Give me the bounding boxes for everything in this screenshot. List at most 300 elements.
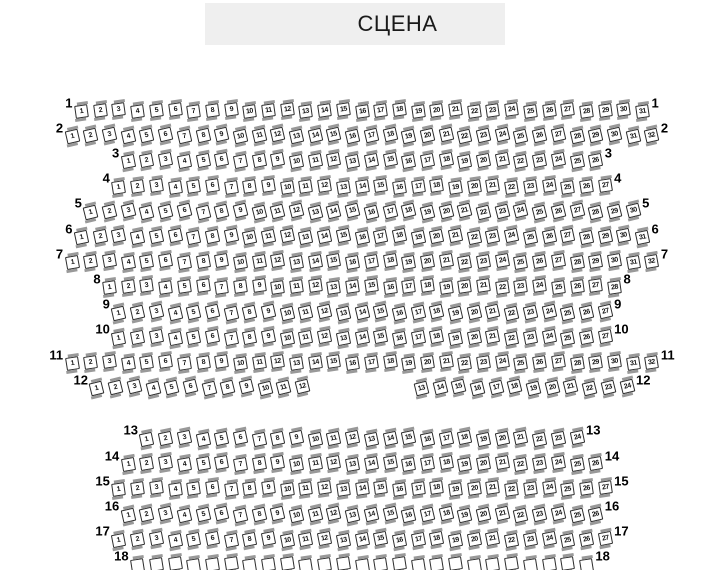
seat-r8-s5[interactable]: 5 (177, 280, 192, 295)
seat-r6-s1[interactable]: 1 (74, 230, 89, 245)
seat-r4-s23[interactable]: 23 (523, 179, 538, 194)
seat-r2-s20[interactable]: 20 (420, 128, 436, 144)
seat-r11-s5[interactable]: 5 (140, 355, 155, 370)
seat-r7-s5[interactable]: 5 (139, 254, 154, 269)
seat-r10-s19[interactable]: 19 (448, 331, 463, 346)
seat-r11-s28[interactable]: 28 (570, 356, 585, 371)
seat-r16-s26[interactable]: 26 (588, 506, 604, 522)
seat-r15-s3[interactable]: 3 (149, 480, 164, 495)
seat-r1-s8[interactable]: 8 (205, 103, 220, 118)
seat-r11-s12[interactable]: 12 (270, 354, 285, 369)
seat-r9-s26[interactable]: 26 (579, 304, 595, 320)
seat-r11-s30[interactable]: 30 (607, 354, 622, 369)
seat-r18-s14[interactable] (373, 557, 388, 570)
seat-r13-s4[interactable]: 4 (195, 432, 210, 447)
seat-r12-s24[interactable]: 24 (619, 379, 635, 395)
seat-r5-s3[interactable]: 3 (120, 202, 136, 218)
seat-r1-s4[interactable]: 4 (130, 104, 145, 119)
seat-r17-s3[interactable]: 3 (149, 531, 164, 546)
seat-r7-s17[interactable]: 17 (364, 254, 379, 269)
seat-r17-s2[interactable]: 2 (130, 532, 145, 547)
seat-r7-s2[interactable]: 2 (83, 254, 98, 269)
seat-r12-s10[interactable]: 10 (257, 381, 273, 397)
seat-r14-s12[interactable]: 12 (326, 455, 341, 470)
seat-r3-s13[interactable]: 13 (345, 154, 360, 169)
seat-r6-s14[interactable]: 14 (317, 229, 332, 244)
seat-r5-s6[interactable]: 6 (176, 202, 192, 218)
seat-r12-s20[interactable]: 20 (544, 380, 560, 396)
seat-r18-s10[interactable] (298, 558, 313, 570)
seat-r7-s30[interactable]: 30 (607, 253, 622, 268)
seat-r16-s22[interactable]: 22 (513, 507, 529, 523)
seat-r3-s22[interactable]: 22 (513, 154, 528, 169)
seat-r18-s21[interactable] (504, 556, 519, 570)
seat-r16-s24[interactable]: 24 (551, 505, 567, 521)
seat-r17-s9[interactable]: 9 (261, 531, 276, 546)
seat-r14-s3[interactable]: 3 (158, 455, 173, 470)
seat-r6-s21[interactable]: 21 (448, 228, 463, 243)
seat-r11-s25[interactable]: 25 (514, 356, 529, 371)
seat-r5-s10[interactable]: 10 (251, 204, 267, 220)
seat-r13-s6[interactable]: 6 (233, 430, 248, 445)
seat-r6-s31[interactable]: 31 (635, 230, 650, 245)
seat-r2-s9[interactable]: 9 (214, 127, 230, 143)
seat-r8-s8[interactable]: 8 (233, 280, 248, 295)
seat-r7-s27[interactable]: 27 (551, 253, 566, 268)
seat-r18-s8[interactable] (261, 557, 276, 570)
seat-r14-s19[interactable]: 19 (457, 457, 472, 472)
seat-r2-s11[interactable]: 11 (251, 128, 267, 144)
seat-r8-s21[interactable]: 21 (476, 279, 491, 294)
seat-r14-s4[interactable]: 4 (177, 457, 192, 472)
seat-r3-s21[interactable]: 21 (495, 152, 510, 167)
seat-r3-s3[interactable]: 3 (158, 152, 173, 167)
seat-r13-s14[interactable]: 14 (382, 431, 397, 446)
seat-r3-s11[interactable]: 11 (308, 153, 323, 168)
seat-r5-s27[interactable]: 27 (569, 202, 585, 218)
seat-r11-s22[interactable]: 22 (457, 356, 472, 371)
seat-r7-s28[interactable]: 28 (570, 255, 585, 270)
seat-r7-s16[interactable]: 16 (345, 255, 360, 270)
seat-r5-s5[interactable]: 5 (158, 203, 174, 219)
seat-r17-s26[interactable]: 26 (579, 532, 594, 547)
seat-r3-s16[interactable]: 16 (401, 154, 416, 169)
seat-r8-s28[interactable]: 28 (607, 281, 622, 296)
seat-r10-s21[interactable]: 21 (485, 329, 500, 344)
seat-r13-s7[interactable]: 7 (251, 432, 266, 447)
seat-r15-s21[interactable]: 21 (486, 480, 501, 495)
seat-r18-s16[interactable] (411, 558, 426, 570)
seat-r6-s9[interactable]: 9 (223, 228, 238, 243)
seat-r9-s18[interactable]: 18 (429, 303, 445, 319)
seat-r2-s16[interactable]: 16 (345, 129, 361, 145)
seat-r15-s16[interactable]: 16 (392, 482, 407, 497)
seat-r7-s6[interactable]: 6 (158, 253, 173, 268)
seat-r9-s25[interactable]: 25 (560, 305, 576, 321)
seat-r7-s23[interactable]: 23 (476, 254, 491, 269)
seat-r13-s3[interactable]: 3 (177, 430, 192, 445)
seat-r1-s22[interactable]: 22 (467, 104, 482, 119)
seat-r18-s25[interactable] (579, 558, 594, 570)
seat-r9-s3[interactable]: 3 (149, 303, 165, 319)
seat-r9-s6[interactable]: 6 (205, 303, 221, 319)
seat-r8-s23[interactable]: 23 (514, 280, 529, 295)
seat-r18-s9[interactable] (280, 556, 295, 570)
seat-r1-s27[interactable]: 27 (560, 102, 575, 117)
seat-r14-s2[interactable]: 2 (139, 456, 154, 471)
seat-r15-s17[interactable]: 17 (411, 481, 426, 496)
seat-r6-s8[interactable]: 8 (205, 229, 220, 244)
seat-r5-s28[interactable]: 28 (588, 204, 604, 220)
seat-r10-s26[interactable]: 26 (579, 330, 594, 345)
seat-r16-s16[interactable]: 16 (401, 507, 417, 523)
seat-r8-s20[interactable]: 20 (458, 280, 473, 295)
seat-r2-s32[interactable]: 32 (644, 128, 660, 144)
seat-r3-s4[interactable]: 4 (177, 154, 192, 169)
seat-r18-s6[interactable] (224, 556, 239, 570)
seat-r8-s2[interactable]: 2 (121, 280, 136, 295)
seat-r14-s14[interactable]: 14 (364, 456, 379, 471)
seat-r16-s23[interactable]: 23 (532, 506, 548, 522)
seat-r11-s32[interactable]: 32 (644, 355, 659, 370)
seat-r1-s21[interactable]: 21 (448, 102, 463, 117)
seat-r11-s4[interactable]: 4 (121, 356, 136, 371)
seat-r4-s10[interactable]: 10 (280, 180, 295, 195)
seat-r4-s26[interactable]: 26 (579, 179, 594, 194)
seat-r11-s31[interactable]: 31 (626, 356, 641, 371)
seat-r1-s3[interactable]: 3 (112, 102, 127, 117)
seat-r7-s32[interactable]: 32 (644, 254, 659, 269)
seat-r5-s2[interactable]: 2 (102, 203, 118, 219)
seat-r9-s23[interactable]: 23 (523, 304, 539, 320)
seat-r17-s11[interactable]: 11 (298, 532, 313, 547)
seat-r10-s20[interactable]: 20 (467, 330, 482, 345)
seat-r5-s20[interactable]: 20 (438, 203, 454, 219)
seat-r3-s20[interactable]: 20 (476, 153, 491, 168)
seat-r2-s7[interactable]: 7 (177, 129, 193, 145)
seat-r11-s7[interactable]: 7 (177, 356, 192, 371)
seat-r16-s20[interactable]: 20 (476, 506, 492, 522)
seat-r18-s7[interactable] (242, 558, 257, 570)
seat-r15-s5[interactable]: 5 (186, 481, 201, 496)
seat-r6-s16[interactable]: 16 (354, 230, 369, 245)
seat-r8-s18[interactable]: 18 (420, 279, 435, 294)
seat-r8-s13[interactable]: 13 (327, 281, 342, 296)
seat-r11-s29[interactable]: 29 (588, 355, 603, 370)
seat-r4-s22[interactable]: 22 (504, 180, 519, 195)
seat-r1-s30[interactable]: 30 (616, 102, 631, 117)
seat-r5-s29[interactable]: 29 (607, 203, 623, 219)
seat-r2-s15[interactable]: 15 (326, 127, 342, 143)
seat-r1-s23[interactable]: 23 (486, 103, 501, 118)
seat-r3-s18[interactable]: 18 (439, 152, 454, 167)
seat-r8-s1[interactable]: 1 (102, 281, 117, 296)
seat-r2-s3[interactable]: 3 (102, 127, 118, 143)
seat-r6-s29[interactable]: 29 (597, 229, 612, 244)
seat-r9-s15[interactable]: 15 (373, 303, 389, 319)
seat-r18-s17[interactable] (429, 557, 444, 570)
seat-r13-s8[interactable]: 8 (270, 431, 285, 446)
seat-r8-s15[interactable]: 15 (364, 279, 379, 294)
seat-r1-s19[interactable]: 19 (411, 104, 426, 119)
seat-r10-s5[interactable]: 5 (186, 330, 201, 345)
seat-r15-s14[interactable]: 14 (355, 481, 370, 496)
seat-r9-s16[interactable]: 16 (392, 305, 408, 321)
seat-r16-s7[interactable]: 7 (233, 507, 249, 523)
seat-r14-s22[interactable]: 22 (513, 457, 528, 472)
seat-r18-s15[interactable] (392, 556, 407, 570)
seat-r11-s21[interactable]: 21 (439, 354, 454, 369)
seat-r15-s22[interactable]: 22 (504, 482, 519, 497)
seat-r9-s19[interactable]: 19 (448, 305, 464, 321)
seat-r14-s24[interactable]: 24 (551, 455, 566, 470)
seat-r11-s20[interactable]: 20 (420, 355, 435, 370)
seat-r18-s18[interactable] (448, 556, 463, 570)
seat-r1-s28[interactable]: 28 (579, 104, 594, 119)
seat-r3-s8[interactable]: 8 (252, 153, 267, 168)
seat-r17-s12[interactable]: 12 (317, 531, 332, 546)
seat-r15-s2[interactable]: 2 (130, 481, 145, 496)
seat-r9-s12[interactable]: 12 (317, 303, 333, 319)
seat-r17-s22[interactable]: 22 (504, 533, 519, 548)
seat-r10-s17[interactable]: 17 (410, 330, 425, 345)
seat-r18-s13[interactable] (355, 558, 370, 570)
seat-r10-s23[interactable]: 23 (523, 330, 538, 345)
seat-r1-s6[interactable]: 6 (168, 102, 183, 117)
seat-r14-s9[interactable]: 9 (270, 455, 285, 470)
seat-r17-s20[interactable]: 20 (467, 532, 482, 547)
seat-r5-s7[interactable]: 7 (195, 204, 211, 220)
seat-r2-s1[interactable]: 1 (64, 129, 80, 145)
seat-r13-s24[interactable]: 24 (569, 430, 584, 445)
seat-r5-s19[interactable]: 19 (420, 204, 436, 220)
seat-r4-s15[interactable]: 15 (373, 178, 388, 193)
seat-r16-s1[interactable]: 1 (120, 507, 136, 523)
seat-r14-s1[interactable]: 1 (121, 457, 136, 472)
seat-r12-s22[interactable]: 22 (582, 381, 598, 397)
seat-r11-s6[interactable]: 6 (158, 354, 173, 369)
seat-r5-s9[interactable]: 9 (233, 202, 249, 218)
seat-r1-s9[interactable]: 9 (224, 102, 239, 117)
seat-r12-s8[interactable]: 8 (220, 380, 236, 396)
seat-r7-s10[interactable]: 10 (233, 255, 248, 270)
seat-r18-s4[interactable] (186, 558, 201, 570)
seat-r5-s24[interactable]: 24 (513, 202, 529, 218)
seat-r6-s28[interactable]: 28 (579, 230, 594, 245)
seat-r7-s7[interactable]: 7 (177, 255, 192, 270)
seat-r10-s8[interactable]: 8 (242, 330, 257, 345)
seat-r9-s24[interactable]: 24 (541, 303, 557, 319)
seat-r16-s6[interactable]: 6 (214, 505, 230, 521)
seat-r10-s15[interactable]: 15 (373, 329, 388, 344)
seat-r10-s18[interactable]: 18 (429, 329, 444, 344)
seat-r10-s16[interactable]: 16 (392, 331, 407, 346)
seat-r14-s10[interactable]: 10 (289, 457, 304, 472)
seat-r3-s2[interactable]: 2 (139, 153, 154, 168)
seat-r11-s13[interactable]: 13 (289, 356, 304, 371)
seat-r11-s24[interactable]: 24 (495, 354, 510, 369)
seat-r15-s18[interactable]: 18 (429, 480, 444, 495)
seat-r5-s25[interactable]: 25 (532, 204, 548, 220)
seat-r7-s1[interactable]: 1 (65, 255, 80, 270)
seat-r14-s11[interactable]: 11 (308, 456, 323, 471)
seat-r9-s9[interactable]: 9 (261, 303, 277, 319)
seat-r7-s11[interactable]: 11 (252, 254, 267, 269)
seat-r11-s1[interactable]: 1 (65, 356, 80, 371)
seat-r12-s11[interactable]: 11 (276, 380, 292, 396)
seat-r10-s2[interactable]: 2 (130, 330, 145, 345)
seat-r18-s5[interactable] (205, 557, 220, 570)
seat-r12-s3[interactable]: 3 (126, 379, 142, 395)
seat-r6-s10[interactable]: 10 (242, 230, 257, 245)
seat-r16-s21[interactable]: 21 (494, 505, 510, 521)
seat-r8-s9[interactable]: 9 (252, 279, 267, 294)
seat-r8-s14[interactable]: 14 (345, 280, 360, 295)
seat-r16-s18[interactable]: 18 (438, 505, 454, 521)
seat-r9-s14[interactable]: 14 (354, 304, 370, 320)
seat-r15-s15[interactable]: 15 (373, 480, 388, 495)
seat-r5-s23[interactable]: 23 (494, 203, 510, 219)
seat-r9-s8[interactable]: 8 (242, 304, 258, 320)
seat-r15-s27[interactable]: 27 (598, 480, 613, 495)
seat-r2-s29[interactable]: 29 (588, 128, 604, 144)
seat-r4-s6[interactable]: 6 (205, 178, 220, 193)
seat-r1-s2[interactable]: 2 (93, 103, 108, 118)
seat-r13-s11[interactable]: 11 (326, 431, 341, 446)
seat-r1-s1[interactable]: 1 (74, 104, 89, 119)
seat-r13-s22[interactable]: 22 (532, 432, 547, 447)
seat-r16-s11[interactable]: 11 (307, 506, 323, 522)
seat-r4-s14[interactable]: 14 (355, 179, 370, 194)
seat-r17-s4[interactable]: 4 (167, 533, 182, 548)
seat-r1-s13[interactable]: 13 (299, 104, 314, 119)
seat-r6-s12[interactable]: 12 (279, 228, 294, 243)
seat-r16-s2[interactable]: 2 (139, 506, 155, 522)
seat-r12-s23[interactable]: 23 (600, 380, 616, 396)
seat-r7-s14[interactable]: 14 (308, 254, 323, 269)
seat-r16-s15[interactable]: 15 (382, 505, 398, 521)
seat-r3-s23[interactable]: 23 (532, 153, 547, 168)
seat-r9-s22[interactable]: 22 (504, 305, 520, 321)
seat-r10-s7[interactable]: 7 (223, 331, 238, 346)
seat-r17-s25[interactable]: 25 (560, 533, 575, 548)
seat-r1-s26[interactable]: 26 (542, 103, 557, 118)
seat-r12-s7[interactable]: 7 (201, 381, 217, 397)
seat-r1-s16[interactable]: 16 (355, 104, 370, 119)
seat-r2-s10[interactable]: 10 (233, 129, 249, 145)
seat-r8-s10[interactable]: 10 (271, 281, 286, 296)
seat-r13-s19[interactable]: 19 (476, 432, 491, 447)
seat-r11-s23[interactable]: 23 (476, 355, 491, 370)
seat-r11-s2[interactable]: 2 (83, 355, 98, 370)
seat-r13-s23[interactable]: 23 (551, 431, 566, 446)
seat-r4-s8[interactable]: 8 (242, 179, 257, 194)
seat-r12-s9[interactable]: 9 (239, 379, 255, 395)
seat-r14-s15[interactable]: 15 (383, 455, 398, 470)
seat-r6-s4[interactable]: 4 (130, 230, 145, 245)
seat-r7-s18[interactable]: 18 (383, 253, 398, 268)
seat-r6-s15[interactable]: 15 (336, 228, 351, 243)
seat-r10-s14[interactable]: 14 (354, 330, 369, 345)
seat-r13-s12[interactable]: 12 (345, 430, 360, 445)
seat-r15-s26[interactable]: 26 (579, 481, 594, 496)
seat-r6-s24[interactable]: 24 (504, 228, 519, 243)
seat-r18-s24[interactable] (560, 556, 575, 570)
seat-r2-s27[interactable]: 27 (551, 127, 567, 143)
seat-r2-s21[interactable]: 21 (438, 127, 454, 143)
seat-r17-s13[interactable]: 13 (336, 533, 351, 548)
seat-r3-s12[interactable]: 12 (326, 152, 341, 167)
seat-r12-s6[interactable]: 6 (183, 379, 199, 395)
seat-r3-s7[interactable]: 7 (233, 154, 248, 169)
seat-r9-s21[interactable]: 21 (485, 303, 501, 319)
seat-r9-s13[interactable]: 13 (336, 305, 352, 321)
seat-r9-s4[interactable]: 4 (167, 305, 183, 321)
seat-r13-s17[interactable]: 17 (438, 431, 453, 446)
seat-r2-s31[interactable]: 31 (625, 129, 641, 145)
seat-r15-s19[interactable]: 19 (448, 482, 463, 497)
seat-r12-s15[interactable]: 15 (451, 379, 467, 395)
seat-r8-s4[interactable]: 4 (158, 281, 173, 296)
seat-r6-s25[interactable]: 25 (523, 230, 538, 245)
seat-r5-s17[interactable]: 17 (382, 203, 398, 219)
seat-r8-s27[interactable]: 27 (588, 279, 603, 294)
seat-r16-s17[interactable]: 17 (420, 506, 436, 522)
seat-r7-s29[interactable]: 29 (588, 254, 603, 269)
seat-r3-s25[interactable]: 25 (569, 154, 584, 169)
seat-r17-s27[interactable]: 27 (597, 531, 612, 546)
seat-r6-s20[interactable]: 20 (429, 229, 444, 244)
seat-r12-s17[interactable]: 17 (488, 380, 504, 396)
seat-r9-s7[interactable]: 7 (223, 305, 239, 321)
seat-r6-s13[interactable]: 13 (298, 230, 313, 245)
seat-r7-s25[interactable]: 25 (513, 255, 528, 270)
seat-r17-s10[interactable]: 10 (280, 533, 295, 548)
seat-r7-s9[interactable]: 9 (214, 253, 229, 268)
seat-r15-s1[interactable]: 1 (112, 482, 127, 497)
seat-r2-s6[interactable]: 6 (158, 127, 174, 143)
seat-r3-s17[interactable]: 17 (420, 153, 435, 168)
seat-r4-s2[interactable]: 2 (130, 179, 145, 194)
seat-r3-s15[interactable]: 15 (382, 152, 397, 167)
seat-r13-s16[interactable]: 16 (420, 432, 435, 447)
seat-r1-s24[interactable]: 24 (504, 102, 519, 117)
seat-r4-s19[interactable]: 19 (448, 180, 463, 195)
seat-r10-s13[interactable]: 13 (336, 331, 351, 346)
seat-r15-s13[interactable]: 13 (336, 482, 351, 497)
seat-r10-s11[interactable]: 11 (298, 330, 313, 345)
seat-r8-s7[interactable]: 7 (214, 281, 229, 296)
seat-r15-s9[interactable]: 9 (261, 480, 276, 495)
seat-r12-s19[interactable]: 19 (526, 381, 542, 397)
seat-r13-s2[interactable]: 2 (158, 431, 173, 446)
seat-r15-s12[interactable]: 12 (317, 480, 332, 495)
seat-r18-s19[interactable] (467, 558, 482, 570)
seat-r18-s2[interactable] (149, 557, 164, 570)
seat-r1-s31[interactable]: 31 (635, 104, 650, 119)
seat-r8-s26[interactable]: 26 (570, 280, 585, 295)
seat-r4-s7[interactable]: 7 (224, 180, 239, 195)
seat-r2-s26[interactable]: 26 (532, 128, 548, 144)
seat-r16-s10[interactable]: 10 (289, 507, 305, 523)
seat-r2-s14[interactable]: 14 (307, 128, 323, 144)
seat-r9-s2[interactable]: 2 (130, 304, 146, 320)
seat-r13-s13[interactable]: 13 (364, 432, 379, 447)
seat-r6-s5[interactable]: 5 (149, 229, 164, 244)
seat-r8-s19[interactable]: 19 (439, 281, 454, 296)
seat-r6-s3[interactable]: 3 (111, 228, 126, 243)
seat-r13-s15[interactable]: 15 (401, 430, 416, 445)
